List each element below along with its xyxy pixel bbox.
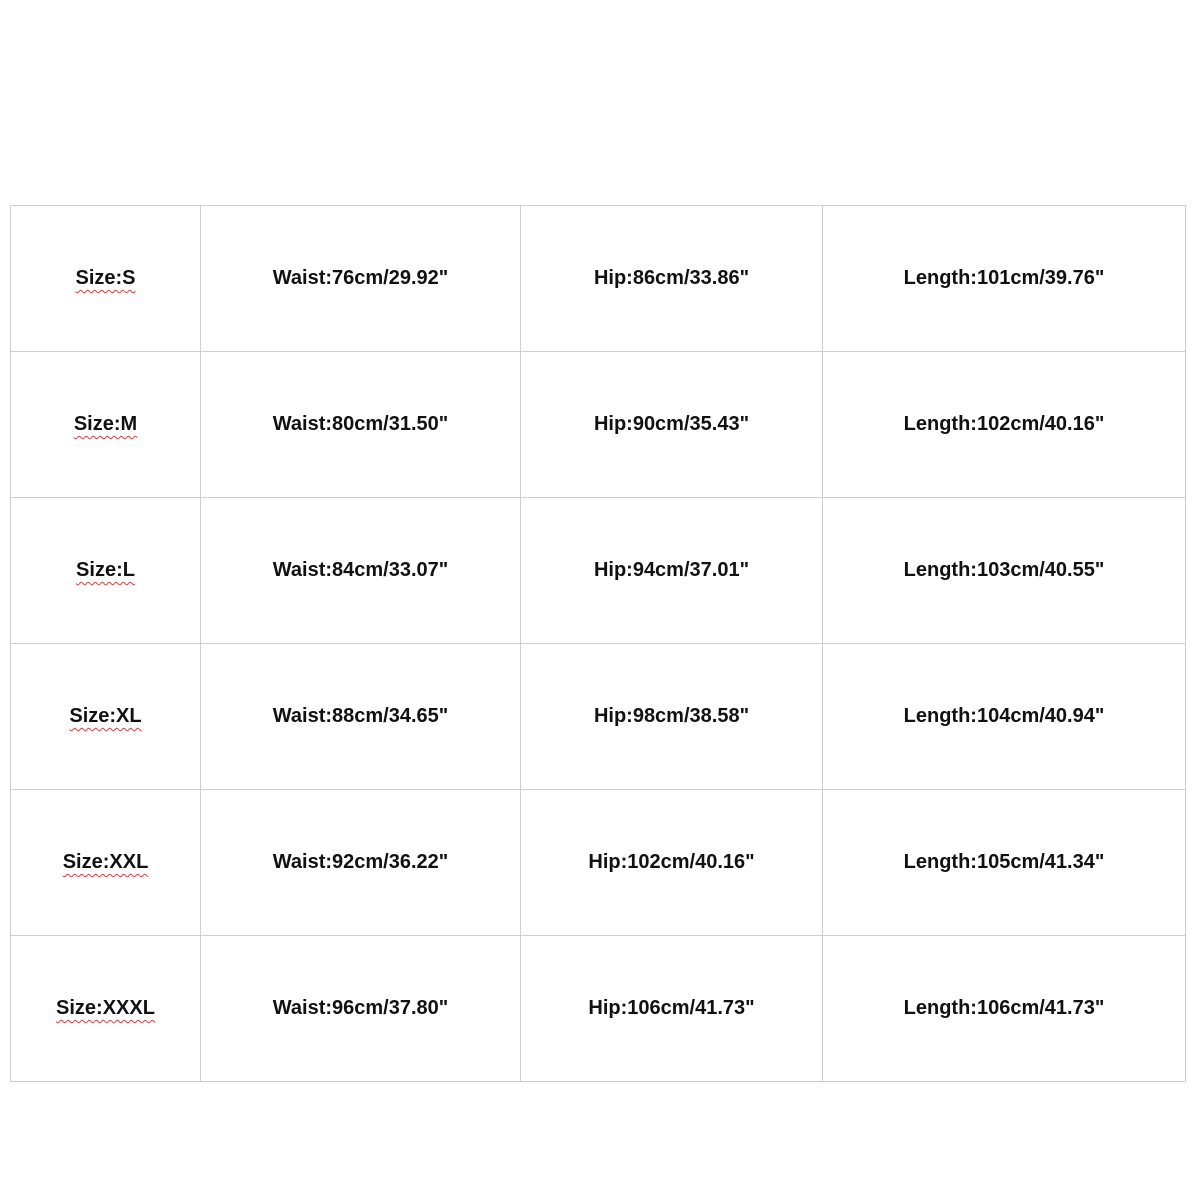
size-label: Size:S: [75, 267, 136, 289]
length-cell: Length:102cm/40.16": [823, 352, 1186, 498]
size-cell: [11, 790, 201, 936]
waist-cell: Waist:76cm/29.92": [201, 206, 521, 352]
size-cell: [11, 498, 201, 644]
table-row: [11, 206, 1186, 352]
table-row: [11, 936, 1186, 1082]
hip-cell: Hip:98cm/38.58": [521, 644, 823, 790]
size-label: Size:XXXL: [56, 997, 155, 1019]
size-label: Size:M: [73, 413, 138, 435]
size-label: Size:XXL: [62, 851, 149, 873]
waist-cell: Waist:84cm/33.07": [201, 498, 521, 644]
table-row: [11, 790, 1186, 936]
hip-cell: Hip:102cm/40.16": [521, 790, 823, 936]
waist-cell: Waist:88cm/34.65": [201, 644, 521, 790]
hip-cell: Hip:94cm/37.01": [521, 498, 823, 644]
waist-cell: Waist:92cm/36.22": [201, 790, 521, 936]
size-cell: [11, 206, 201, 352]
size-label: Size:XL: [69, 705, 142, 727]
waist-cell: Waist:96cm/37.80": [201, 936, 521, 1082]
length-cell: Length:101cm/39.76": [823, 206, 1186, 352]
length-cell: Length:106cm/41.73": [823, 936, 1186, 1082]
table-row: [11, 352, 1186, 498]
length-cell: Length:103cm/40.55": [823, 498, 1186, 644]
hip-cell: Hip:90cm/35.43": [521, 352, 823, 498]
size-cell: [11, 936, 201, 1082]
waist-cell: Waist:80cm/31.50": [201, 352, 521, 498]
length-cell: Length:105cm/41.34": [823, 790, 1186, 936]
size-chart-table: [10, 205, 1186, 1082]
table-row: [11, 498, 1186, 644]
size-cell: [11, 644, 201, 790]
length-cell: Length:104cm/40.94": [823, 644, 1186, 790]
size-label: Size:L: [76, 559, 135, 581]
hip-cell: Hip:106cm/41.73": [521, 936, 823, 1082]
hip-cell: Hip:86cm/33.86": [521, 206, 823, 352]
table-row: [11, 644, 1186, 790]
size-cell: [11, 352, 201, 498]
